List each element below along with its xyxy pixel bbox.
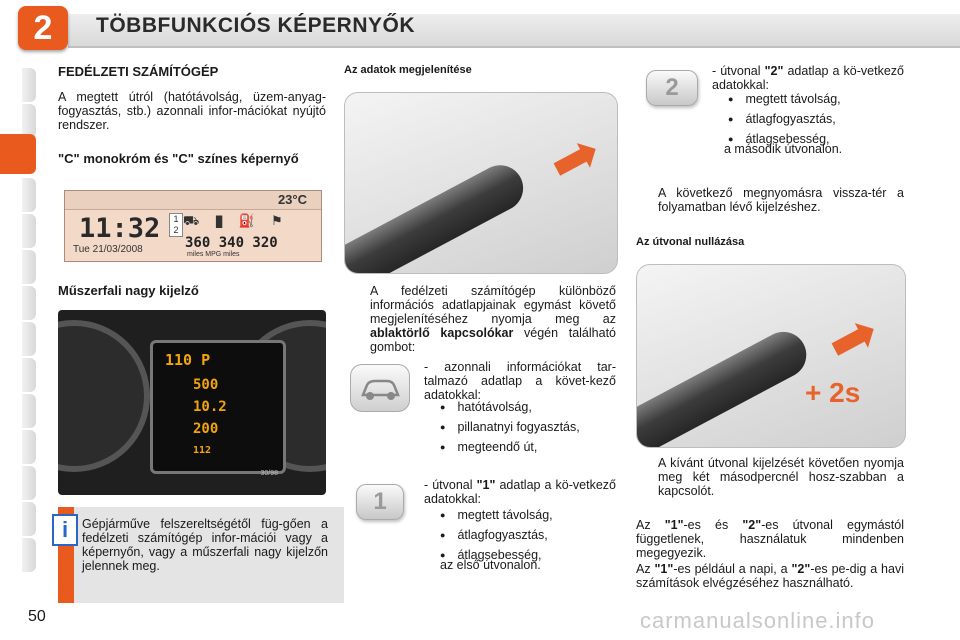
instant-info-intro: - azonnali információkat tar-talmazó adatlap a követ-kező adatokkal: [424,360,616,402]
p1-bold: ablaktörlő kapcsolókar [370,326,514,340]
plus-two-seconds-label: + 2s [805,377,861,408]
trip-1-badge: 1 [356,484,404,520]
return-instruction [636,186,904,214]
p4-pre: Az [636,518,651,532]
list-item: ● átlagfogyasztás, [728,110,841,130]
p5-trip-2: "2" [791,562,811,576]
lcd-values: 360 340 320 [185,235,278,251]
intro-text: A megtett útról (hatótávolság, üzem-anyag-fogyasztás, stb.) azonnali infor-mációkat nyújtó rendszer. [58,90,326,132]
list-item: ● megteendő út, [440,438,580,458]
trip-2-intro [712,64,904,92]
cluster-row-4: 200 [193,421,219,437]
side-tab-2[interactable] [22,104,36,138]
cluster-label: 30/98 [260,470,278,477]
reset-text: A kívánt útvonal kijelzését követően nyomja meg két másodpercnél hosz-szabban a kapcsolót. [658,456,904,498]
lcd-temperature: 23°C [277,192,307,207]
press-arrow-icon [832,328,867,355]
side-tab-10[interactable] [22,394,36,428]
trip-2-list [728,90,841,150]
lcd-trip-icons: ⛟▮⛽⚑ [183,213,299,228]
trip-1-number: "1" [476,478,496,492]
list-item: ● pillanatnyi fogyasztás, [440,418,580,438]
list-item: ● átlagfogyasztás, [440,526,553,546]
left-dial [58,320,150,472]
cluster-row-5: 112 [193,445,212,456]
info-box [58,507,344,603]
trip-usage-text [636,562,904,590]
wiper-stalk-photo-2 [636,264,906,448]
side-tab-13[interactable] [22,502,36,536]
side-tab-1[interactable] [22,68,36,102]
trip-1-prefix: - útvonal [424,478,473,492]
cluster-row-1: 110 P [165,351,211,369]
wiper-stalk-photo-1 [344,92,618,274]
list-item: ● átlagsebesség, [728,130,841,150]
p1-end: végén található gombot: [370,326,616,354]
car-icon-badge [350,364,410,412]
side-tab-11[interactable] [22,430,36,464]
section-title: FEDÉLZETI SZÁMÍTÓGÉP [58,64,219,79]
side-tab-12[interactable] [22,466,36,500]
side-tab-6[interactable] [22,250,36,284]
page-title: TÖBBFUNKCIÓS KÉPERNYŐK [96,14,416,37]
p4-trip-2: "2" [742,518,762,532]
cluster-display [150,340,286,474]
press-arrow-icon [554,148,589,175]
watermark: carmanualsonline.info [640,608,876,633]
trip-2-number: "2" [764,64,784,78]
trip-2-badge: 2 [646,70,698,106]
press-instruction [344,284,616,354]
reset-heading: Az útvonal nullázása [636,236,745,248]
p5-pre: Az [636,562,651,576]
side-tab-4[interactable] [22,178,36,212]
list-item: ● megtett távolság, [728,90,841,110]
info-text: Gépjárműve felszereltségétől füg-gően a fedélzeti számítógép infor-mációi vagy a képernyőn, vagy a műszerfali nagy kijelzőn jelennek meg. [82,517,328,573]
instrument-cluster-image [58,310,326,495]
trip-2-suffix: adatlap a kö-vetkező adatokkal: [712,64,904,92]
trip-1-intro [424,478,616,506]
trip-1-end: az első útvonalon. [440,558,541,572]
monochrome-screen-image [64,190,322,262]
stalk-shape [344,157,531,274]
cluster-heading: Műszerfali nagy kijelző [58,283,199,298]
page-number: 50 [28,608,46,625]
return-text: A következő megnyomásra vissza-tér a folyamatban lévő kijelzéshez. [658,186,904,214]
trip-1-list [440,506,553,566]
side-tab-14[interactable] [22,538,36,572]
trip-2-prefix: - útvonal [712,64,761,78]
screen-heading: "C" monokróm és "C" színes képernyő [58,151,299,166]
p4-mid: -es és [683,518,729,532]
lcd-clock: 11:32 [79,213,161,244]
side-tab-active[interactable] [0,134,36,174]
lcd-trip-selector: 1 2 [169,213,183,237]
stalk-shape [636,324,814,448]
p4-trip-1: "1" [664,518,684,532]
side-tab-8[interactable] [22,322,36,356]
p5-post: -es pe-dig a havi számítások elvégzéséhez használható. [636,562,904,590]
trip-2-end: a második útvonalon. [724,142,843,156]
p4-post: -es útvonal egymástól függetlenek, használatuk mindenben megegyezik. [636,518,904,560]
cluster-row-3: 10.2 [193,399,227,415]
list-item: ● hatótávolság, [440,398,580,418]
car-icon [351,365,409,411]
instant-info-list [440,398,580,458]
lcd-date: Tue 21/03/2008 [73,244,143,255]
info-icon: i [52,514,78,546]
cluster-row-2: 500 [193,377,219,393]
side-tab-9[interactable] [22,358,36,392]
trip-1-suffix: adatlap a kö-vetkező adatokkal: [424,478,616,506]
trip-independence-text [636,518,904,560]
p5-trip-1: "1" [654,562,674,576]
p5-mid: -es például a napi, a [673,562,788,576]
list-item: ● átlagsebesség, [440,546,553,566]
reset-instruction [636,456,904,498]
list-item: ● megtett távolság, [440,506,553,526]
lcd-units: miles MPG miles [187,251,240,258]
data-display-heading: Az adatok megjelenítése [344,64,472,76]
side-tab-7[interactable] [22,286,36,320]
chapter-tab[interactable]: 2 [18,6,68,50]
p1-text: A fedélzeti számítógép különböző információs adatlapjainak egymást követő megjelenítéséhez nyomja meg az [370,284,616,326]
side-tab-5[interactable] [22,214,36,248]
